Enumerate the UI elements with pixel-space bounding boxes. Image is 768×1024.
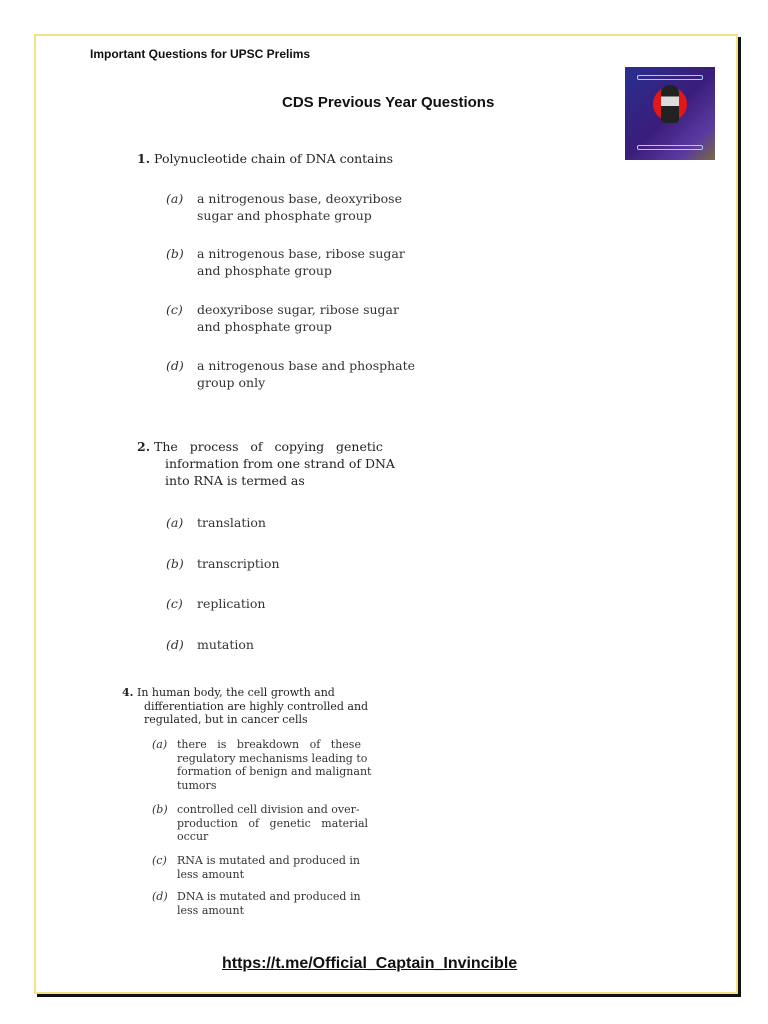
option-label: (c)	[166, 596, 183, 611]
option-text: less amount	[177, 903, 245, 917]
option-label: (b)	[166, 556, 184, 571]
question-number: 4.	[122, 686, 134, 699]
option-text: group only	[197, 375, 266, 390]
option-text: a nitrogenous base and phosphate	[197, 358, 416, 373]
option-label: (b)	[152, 803, 168, 816]
option-text: controlled cell division and over-	[177, 803, 360, 816]
option-label: (d)	[152, 890, 168, 903]
option-text: occur	[177, 830, 209, 843]
question-number: 2.	[137, 439, 151, 454]
option-label: (d)	[166, 637, 184, 652]
question-2	[137, 438, 395, 489]
option-label: (a)	[166, 515, 184, 530]
option-text: translation	[197, 515, 266, 530]
option-label: (c)	[166, 302, 183, 317]
page-frame	[34, 34, 738, 994]
question-1	[137, 150, 393, 167]
option-text: a nitrogenous base, ribose sugar	[197, 246, 405, 261]
option-text: and phosphate group	[197, 263, 332, 278]
option-text: and phosphate group	[197, 319, 332, 334]
question-text: information from one strand of DNA	[165, 456, 395, 471]
option-text: there is breakdown of these	[177, 738, 361, 751]
question-text: In human body, the cell growth and	[136, 686, 335, 699]
option-text: deoxyribose sugar, ribose sugar	[197, 302, 399, 317]
option-label: (a)	[166, 191, 184, 206]
option-text: production of genetic material	[177, 816, 369, 830]
page-header: Important Questions for UPSC Prelims	[90, 47, 311, 61]
question-text: Polynucleotide chain of DNA contains	[154, 151, 394, 166]
option-label: (a)	[152, 738, 168, 751]
option-label: (d)	[166, 358, 184, 373]
option-text: formation of benign and malignant	[177, 765, 372, 778]
option-text: sugar and phosphate group	[197, 208, 372, 223]
page-title: CDS Previous Year Questions	[282, 94, 495, 111]
telegram-link[interactable]: https://t.me/Official_Captain_Invincible	[222, 955, 518, 972]
option-text: DNA is mutated and produced in	[177, 890, 361, 903]
question-text: regulated, but in cancer cells	[144, 713, 308, 726]
option-text: transcription	[197, 556, 280, 571]
question-number: 1.	[137, 151, 151, 166]
question-text: into RNA is termed as	[165, 473, 305, 488]
question-4	[122, 686, 368, 727]
option-text: tumors	[177, 778, 217, 792]
option-label: (b)	[166, 246, 184, 261]
option-text: less amount	[177, 867, 245, 881]
option-label: (c)	[152, 854, 167, 867]
option-text: RNA is mutated and produced in	[177, 854, 361, 867]
option-text: mutation	[197, 637, 254, 652]
option-text: replication	[197, 596, 266, 611]
question-text: The process of copying genetic	[154, 439, 383, 454]
option-text: regulatory mechanisms leading to	[177, 751, 368, 765]
question-text: differentiation are highly controlled and	[144, 699, 369, 713]
channel-logo	[625, 67, 715, 160]
option-text: a nitrogenous base, deoxyribose	[197, 191, 402, 206]
